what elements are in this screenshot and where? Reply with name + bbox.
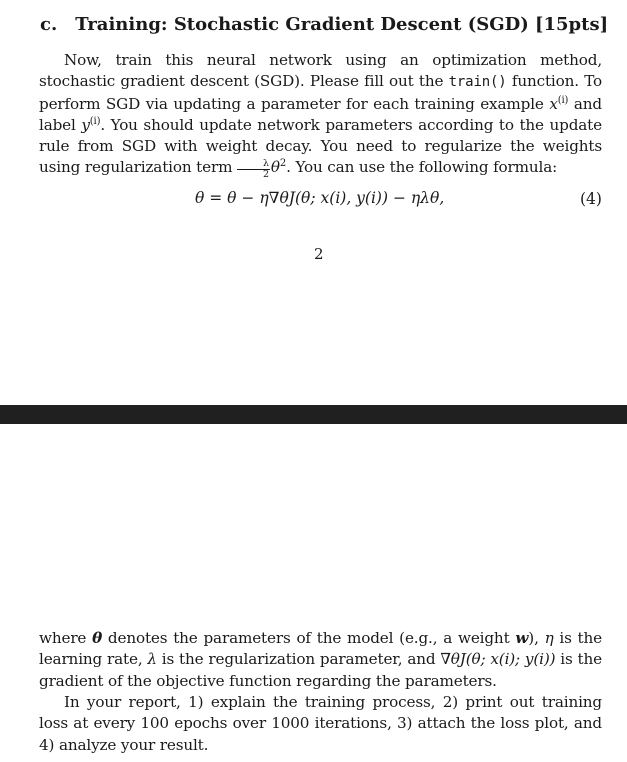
section-heading (40, 14, 608, 35)
lambda-over-two (237, 159, 270, 180)
sup-i: (i) (89, 115, 101, 127)
where-text-5: is the regularization parameter, and (156, 650, 441, 669)
update-equation: θ = θ − η∇θJ(θ; x(i), y(i)) − ηλθ, (195, 189, 445, 207)
page-break-bar (0, 405, 627, 424)
where-text-4: is the learning rate, (39, 629, 602, 669)
intro-text-4: . You should update network parameters according to the update rule from SGD with weight decay. You need to regularize the weights using regularization term (39, 115, 602, 177)
where-text-2: denotes the parameters of the model (e.g., a weight (102, 629, 516, 647)
page-number: 2 (314, 245, 324, 263)
intro-text-1: Now, train this neural network using an optimization method, stochastic gradient descent (SGD). Please fill out the (39, 51, 602, 91)
square: 2 (279, 158, 287, 170)
code-train: train() (448, 74, 507, 91)
var-theta: θ (270, 158, 280, 177)
var-x: x (549, 94, 558, 113)
where-text-3: ), (528, 629, 545, 647)
equation-number: (4) (580, 190, 602, 208)
intro-paragraph (39, 50, 602, 180)
section-title: Training: Stochastic Gradient Descent (SGD) [15pts] (75, 14, 609, 35)
gradient-expression: ∇θJ(θ; x(i); y(i)) (440, 650, 556, 669)
report-paragraph: In your report, 1) explain the training process, 2) print out training loss at every 100 epochs over 1000 iterations, 3) attach the loss plot, and 4) analyze your result. (39, 693, 602, 754)
frac-denominator: 2 (262, 169, 269, 181)
section-marker: c. (40, 14, 58, 35)
frac-numerator: λ (237, 159, 270, 170)
var-lambda: λ (147, 650, 157, 669)
sup-i: (i) (557, 94, 569, 106)
var-y: y (81, 115, 90, 134)
intro-text-5: . You can use the following formula: (286, 158, 558, 177)
var-w-bold: w (515, 629, 529, 647)
intro-text-3: and label (39, 94, 602, 134)
where-paragraph (39, 628, 602, 692)
where-text-6: is the gradient of the objective function regarding the parameters. (39, 650, 602, 690)
var-eta: η (544, 629, 554, 647)
where-text-1: where (39, 629, 93, 647)
intro-text-2: function. To perform SGD via updating a parameter for each training example (39, 72, 602, 113)
var-theta-bold: θ (92, 629, 103, 647)
